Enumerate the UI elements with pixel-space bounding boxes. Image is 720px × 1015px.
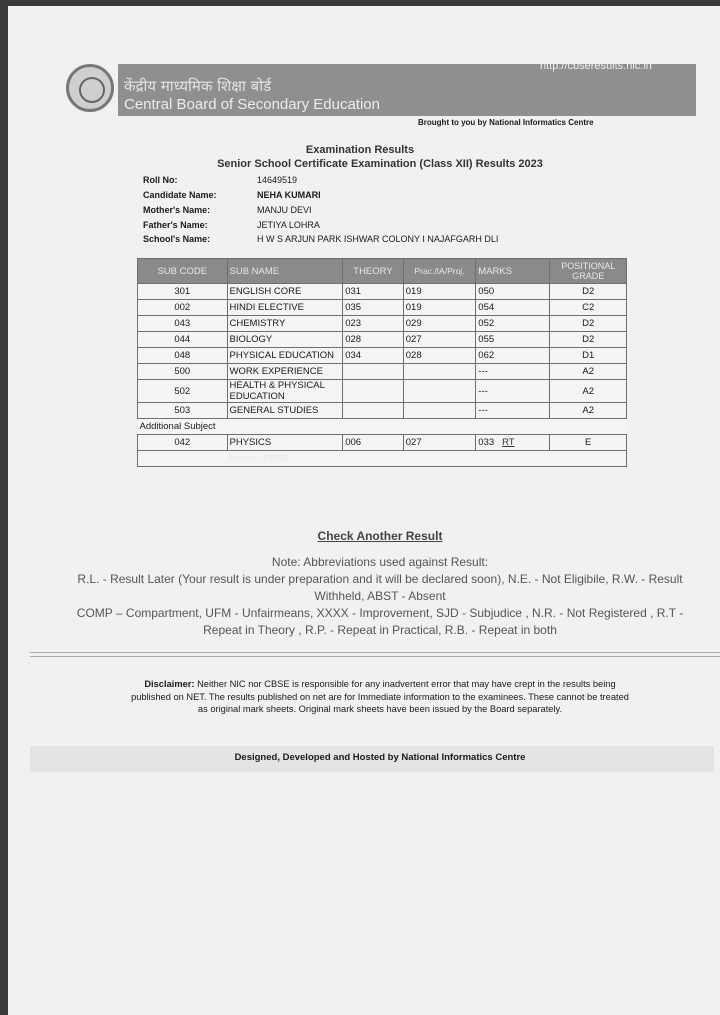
table-row xyxy=(138,316,627,332)
candidate-label: Candidate Name: xyxy=(143,190,217,200)
cbse-logo xyxy=(66,64,114,112)
sub-name: ENGLISH CORE xyxy=(227,284,343,300)
prac: 028 xyxy=(403,348,476,364)
grade: D2 xyxy=(550,332,627,348)
mother-value: MANJU DEVI xyxy=(257,205,312,215)
roll-label: Roll No: xyxy=(143,175,178,185)
prac: 027 xyxy=(403,332,476,348)
marks: --- xyxy=(476,403,550,419)
board-title: Central Board of Secondary Education xyxy=(124,96,380,113)
table-row xyxy=(138,435,627,451)
grade: D2 xyxy=(550,284,627,300)
sub-code: 044 xyxy=(138,332,228,348)
grade: A2 xyxy=(550,403,627,419)
table-row xyxy=(138,403,627,419)
result-status: Result : PASS xyxy=(227,451,627,467)
site-url: http://cbseresults.nic.in xyxy=(540,60,652,72)
marks-value: 033 xyxy=(478,437,495,448)
note-title: Note: Abbreviations used against Result: xyxy=(271,555,489,569)
sub-code: 301 xyxy=(138,284,228,300)
table-row xyxy=(138,284,627,300)
marks: 052 xyxy=(476,316,550,332)
grade: C2 xyxy=(550,300,627,316)
sub-name: CHEMISTRY xyxy=(227,316,343,332)
school-label: School's Name: xyxy=(143,234,211,244)
theory: 031 xyxy=(343,284,404,300)
footer-credit: Designed, Developed and Hosted by National Informatics Centre xyxy=(234,752,526,763)
hindi-title: केंद्रीय माध्यमिक शिक्षा बोर्ड xyxy=(124,77,272,95)
marks: 055 xyxy=(476,332,550,348)
father-value: JETIYA LOHRA xyxy=(257,220,320,230)
sub-code: 043 xyxy=(138,316,228,332)
marks xyxy=(476,435,550,451)
table-row xyxy=(138,332,627,348)
mother-label: Mother's Name: xyxy=(143,205,211,215)
theory xyxy=(343,364,404,380)
prac xyxy=(403,403,476,419)
prac: 019 xyxy=(403,284,476,300)
theory: 006 xyxy=(343,435,404,451)
theory: 023 xyxy=(343,316,404,332)
father-label: Father's Name: xyxy=(143,220,208,230)
col-prac: Prac./IA/Proj. xyxy=(403,259,476,284)
sub-code: 042 xyxy=(138,435,228,451)
additional-subject-label: Additional Subject xyxy=(138,419,627,435)
prac: 027 xyxy=(403,435,476,451)
theory: 028 xyxy=(343,332,404,348)
roll-value: 14649519 xyxy=(257,175,298,185)
table-row xyxy=(138,380,627,403)
grade: A2 xyxy=(550,364,627,380)
check-another-result-link[interactable]: Check Another Result xyxy=(317,529,443,543)
marks: --- xyxy=(476,380,550,403)
theory: 035 xyxy=(343,300,404,316)
results-table xyxy=(137,258,627,467)
note-line-1: R.L. - Result Later (Your result is under preparation and it will be declared soon), N.E. - Not Eligibile, R.W. - Result Withheld, ABST - Absent xyxy=(77,572,683,603)
exam-name: Senior School Certificate Examination (Class XII) Results 2023 xyxy=(217,158,543,170)
sub-code: 502 xyxy=(138,380,228,403)
disclaimer xyxy=(130,678,630,716)
sub-code: 002 xyxy=(138,300,228,316)
sub-name: BIOLOGY xyxy=(227,332,343,348)
sub-name: HINDI ELECTIVE xyxy=(227,300,343,316)
disclaimer-text: Neither NIC nor CBSE is responsible for any inadvertent error that may have crept in the results being published on NET. The results published on net are for Immediate information to the examinees. These cannot be treated as original mark sheets. Original mark sheets have been issued by the Board separately. xyxy=(131,679,629,714)
theory: 034 xyxy=(343,348,404,364)
prac: 029 xyxy=(403,316,476,332)
sub-name: PHYSICAL EDUCATION xyxy=(227,348,343,364)
disclaimer-label: Disclaimer: xyxy=(144,679,195,689)
sub-code: 048 xyxy=(138,348,228,364)
marks: --- xyxy=(476,364,550,380)
col-grade: POSITIONAL GRADE xyxy=(550,259,627,284)
grade: E xyxy=(550,435,627,451)
sub-name: HEALTH & PHYSICAL EDUCATION xyxy=(227,380,343,403)
prac xyxy=(403,364,476,380)
divider xyxy=(30,656,720,657)
marks: 054 xyxy=(476,300,550,316)
sub-name: GENERAL STUDIES xyxy=(227,403,343,419)
divider xyxy=(30,652,720,653)
note-line-2: COMP – Compartment, UFM - Unfairmeans, XXXX - Improvement, SJD - Subjudice , N.R. - Not Registered , R.T - Repeat in Theory , R.P. - Repeat in Practical, R.B. - Repeat in both xyxy=(76,606,684,637)
brought-by-text: Brought to you by National Informatics Centre xyxy=(418,118,594,127)
marks-remark: RT xyxy=(502,437,515,448)
col-marks: MARKS xyxy=(476,259,550,284)
grade: D1 xyxy=(550,348,627,364)
table-row xyxy=(138,348,627,364)
col-sub-name: SUB NAME xyxy=(227,259,343,284)
theory xyxy=(343,403,404,419)
table-row xyxy=(138,364,627,380)
school-value: H W S ARJUN PARK ISHWAR COLONY I NAJAFGARH DLI xyxy=(257,234,499,244)
col-sub-code: SUB CODE xyxy=(138,259,228,284)
grade: D2 xyxy=(550,316,627,332)
grade: A2 xyxy=(550,380,627,403)
exam-heading: Examination Results xyxy=(305,144,415,156)
sub-code: 500 xyxy=(138,364,228,380)
candidate-value: NEHA KUMARI xyxy=(257,190,321,200)
prac xyxy=(403,380,476,403)
col-theory: THEORY xyxy=(343,259,404,284)
table-row xyxy=(138,300,627,316)
marks: 062 xyxy=(476,348,550,364)
marks: 050 xyxy=(476,284,550,300)
theory xyxy=(343,380,404,403)
sub-code: 503 xyxy=(138,403,228,419)
sub-name: WORK EXPERIENCE xyxy=(227,364,343,380)
sub-name: PHYSICS xyxy=(227,435,343,451)
prac: 019 xyxy=(403,300,476,316)
